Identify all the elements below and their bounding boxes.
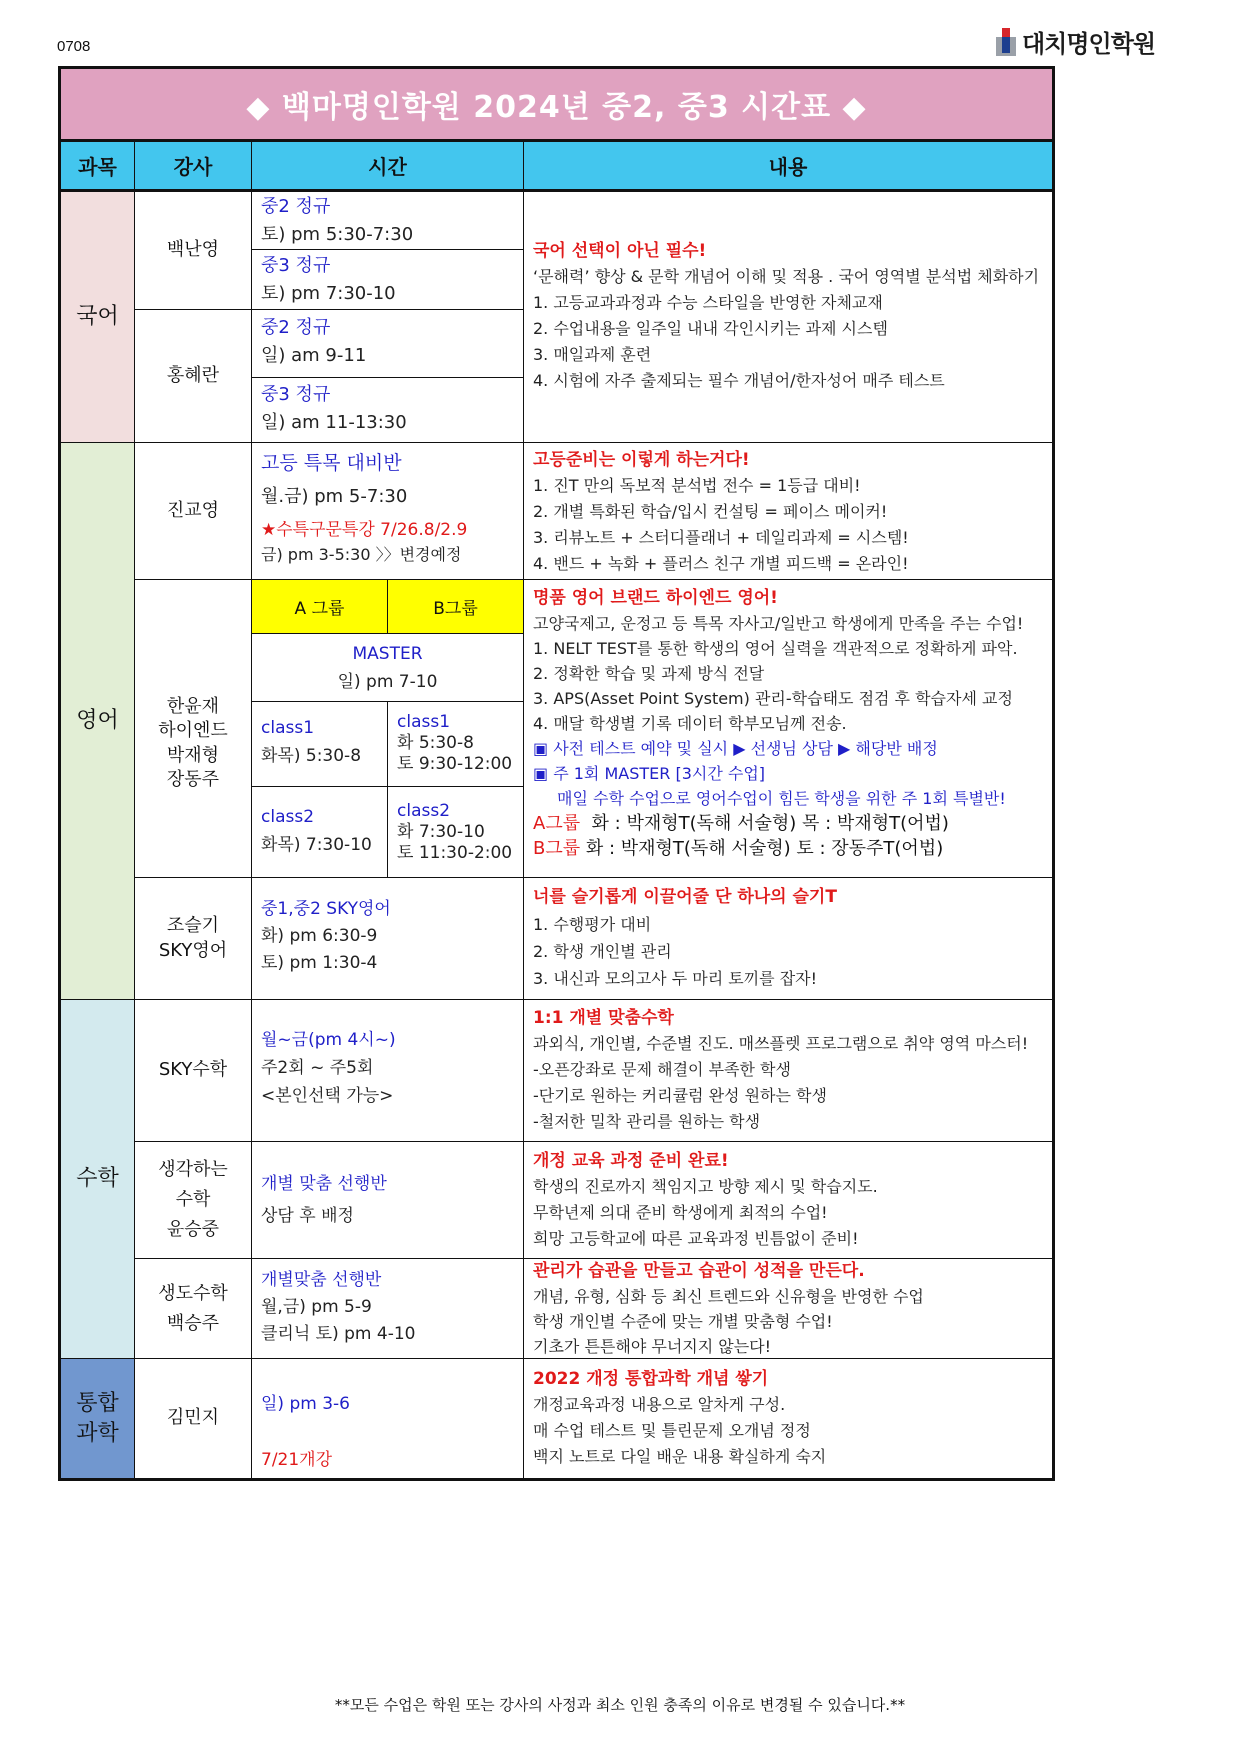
time-thinking-math	[252, 1142, 524, 1259]
content-line: 2. 개별 특화된 학습/입시 컨설팅 = 페이스 메이커!	[533, 502, 888, 521]
slot-label: 중3 정규	[261, 384, 331, 405]
class-time: 월.금) pm 5-7:30	[261, 486, 408, 507]
time-slot	[252, 310, 524, 378]
teacher-name: 박재형	[166, 744, 220, 766]
content-line: 과외식, 개인별, 수준별 진도. 매쓰플렛 프로그램으로 취약 영역 마스터!	[533, 1034, 1029, 1053]
teacher-highend	[135, 580, 252, 878]
content-line: 고양국제고, 운정고 등 특목 자사고/일반고 학생에게 만족을 주는 수업!	[533, 614, 1024, 633]
master-time: 일) pm 7-10	[337, 672, 438, 692]
content-line: 3. APS(Asset Point System) 관리-학습태도 점검 후 학습자세 교정	[533, 689, 1013, 708]
subject-korean: 국어	[61, 192, 135, 443]
content-line: -단기로 원하는 커리큘럼 완성 원하는 학생	[533, 1086, 827, 1105]
content-line: 1. 고등교과과정과 수능 스타일을 반영한 자체교재	[533, 293, 883, 312]
class-note: <본인선택 가능>	[261, 1086, 394, 1106]
slot-time: 토) pm 5:30-7:30	[261, 224, 414, 245]
content-lead: 국어 선택이 아닌 필수!	[533, 241, 707, 261]
content-line: 학생 개인별 수준에 맞는 개별 맞춤형 수업!	[533, 1312, 833, 1331]
logo-text: 대치명인학원	[1022, 30, 1156, 58]
timetable-title: ◆ 백마명인학원 2024년 중2, 중3 시간표 ◆	[61, 69, 1052, 142]
footnote: **모든 수업은 학원 또는 강사의 사정과 최소 인원 충족의 이유로 변경될 수 있습니다.**	[334, 1696, 906, 1714]
content-lead: 2022 개정 통합과학 개념 쌓기	[533, 1369, 769, 1389]
content-line: 3. 매일과제 훈련	[533, 345, 652, 364]
group-a-class1	[252, 702, 388, 787]
class-label: class1	[397, 712, 451, 732]
teacher-yoon-seungjung	[135, 1142, 252, 1259]
special-lecture: ★수특구문특강 7/26.8/2.9	[261, 520, 468, 540]
content-line: 희망 고등학교에 따른 교육과정 빈틈없이 준비!	[533, 1229, 859, 1248]
class-label: 중1,중2 SKY영어	[261, 899, 391, 919]
enrollment-process: ▣ 사전 테스트 예약 및 실시 ▶ 선생님 상담 ▶ 해당반 배정	[533, 739, 938, 758]
content-line: 무학년제 의대 준비 학생에게 최적의 수업!	[533, 1203, 828, 1222]
content-line: 1. 진T 만의 독보적 분석법 전수 = 1등급 대비!	[533, 476, 861, 495]
content-line: 개정교육과정 내용으로 알차게 구성.	[533, 1395, 786, 1414]
content-line: 개념, 유형, 심화 등 최신 트렌드와 신유형을 반영한 수업	[533, 1287, 924, 1306]
document-code: 0708	[57, 38, 91, 55]
content-science	[524, 1359, 1052, 1478]
teacher-jin-gyoyoung: 진교영	[135, 443, 252, 580]
subject-line: 통합	[76, 1390, 119, 1416]
teacher-name: 조슬기	[166, 915, 220, 937]
content-sky-math	[524, 1000, 1052, 1142]
group-b-class1	[388, 702, 524, 787]
content-sky-english	[524, 878, 1052, 1000]
group-b-class2	[388, 787, 524, 878]
teacher-baek-seungju	[135, 1259, 252, 1359]
content-line: -오픈강좌로 문제 해결이 부족한 학생	[533, 1060, 791, 1079]
group-a-class2	[252, 787, 388, 878]
content-korean	[524, 192, 1052, 443]
content-jin	[524, 443, 1052, 580]
start-date: 7/21개강	[261, 1450, 333, 1470]
slot-time: 일) am 11-13:30	[261, 412, 407, 433]
content-line: 1. NELT TEST를 통한 학생의 영어 실력을 객관적으로 정확하게 파악.	[533, 639, 1018, 658]
time-sky-math	[252, 1000, 524, 1142]
academy-logo	[996, 24, 1155, 59]
class-time: 화목) 7:30-10	[261, 835, 372, 855]
class-time: 상담 후 배정	[261, 1206, 354, 1226]
teacher-name: 한윤재	[166, 695, 220, 717]
content-line: 3. 리뷰노트 + 스터디플래너 + 데일리과제 = 시스템!	[533, 528, 909, 547]
group-b-label: B그룹	[533, 838, 581, 859]
master-label: MASTER	[352, 644, 423, 664]
time-science	[252, 1359, 524, 1478]
master-description: 매일 수학 수업으로 영어수업이 힘든 학생을 위한 주 1회 특별반!	[557, 789, 1006, 808]
content-line: 2. 학생 개인별 관리	[533, 942, 672, 961]
content-lead: 관리가 습관을 만들고 습관이 성적을 만든다.	[533, 1261, 865, 1281]
content-lead: 명품 영어 브랜드 하이엔드 영어!	[533, 588, 778, 608]
content-lead: 고등준비는 이렇게 하는거다!	[533, 450, 750, 470]
class-label: class1	[261, 718, 315, 738]
class-label: 개별 맞춤 선행반	[261, 1174, 387, 1194]
content-line: 4. 시험에 자주 출제되는 필수 개념어/한자성어 매주 테스트	[533, 371, 945, 390]
content-line: ‘문해력’ 향상 & 문학 개념어 이해 및 적용 . 국어 영역별 분석법 체화하기	[533, 267, 1040, 286]
content-lead: 개정 교육 과정 준비 완료!	[533, 1151, 729, 1171]
class-label: 고등 특목 대비반	[261, 452, 402, 474]
teacher-kim-minji: 김민지	[135, 1359, 252, 1478]
time-slot	[252, 250, 524, 310]
teacher-name: 장동주	[166, 768, 220, 790]
content-line: 2. 정확한 학습 및 과제 방식 전달	[533, 664, 765, 683]
teacher-hong-hyeran: 홍혜란	[135, 310, 252, 443]
content-line: 학생의 진로까지 책임지고 방향 제시 및 학습지도.	[533, 1177, 878, 1196]
teacher-name: 윤승중	[166, 1219, 220, 1240]
clinic-time: 클리닉 토) pm 4-10	[261, 1324, 416, 1344]
class-time: 화 5:30-8	[397, 733, 474, 753]
teacher-name: 백승주	[166, 1312, 220, 1334]
content-highend	[524, 580, 1052, 878]
program-name: SKY영어	[158, 939, 228, 961]
subject-integrated-science	[61, 1359, 135, 1478]
class-time: 토 9:30-12:00	[397, 754, 513, 774]
subject-math: 수학	[61, 1000, 135, 1359]
class-time: 월,금) pm 5-9	[261, 1297, 372, 1317]
content-line: 백지 노트로 다일 배운 내용 확실하게 숙지	[533, 1447, 827, 1466]
time-saengdo-math	[252, 1259, 524, 1359]
class-time: 화 7:30-10	[397, 822, 485, 842]
academy-logo-icon	[996, 28, 1016, 56]
program-name: 수학	[175, 1189, 211, 1210]
content-line: 기초가 튼튼해야 무너지지 않는다!	[533, 1337, 772, 1356]
group-a-schedule: 화 : 박재형T(독해 서술형) 목 : 박재형T(어법)	[591, 813, 949, 834]
master-class	[252, 634, 524, 702]
class-time: 화목) 5:30-8	[261, 746, 362, 766]
content-line: 매 수업 테스트 및 틀린문제 오개념 정정	[533, 1421, 811, 1440]
group-b-header: B그룹	[388, 580, 524, 634]
time-sky-english	[252, 878, 524, 1000]
class-label: 개별맞춤 선행반	[261, 1270, 382, 1290]
time-slot	[252, 378, 524, 443]
header-content: 내용	[524, 142, 1052, 192]
slot-time: 토) pm 7:30-10	[261, 283, 396, 304]
content-line: 1. 수행평가 대비	[533, 915, 652, 934]
class-time: 토) pm 1:30-4	[261, 953, 378, 973]
subject-line: 과학	[76, 1420, 119, 1446]
program-name: 하이엔드	[158, 720, 228, 742]
time-slot	[252, 192, 524, 250]
class-label: class2	[261, 807, 315, 827]
special-time: 금) pm 3-5:30 〉〉변경예정	[261, 545, 462, 564]
content-thinking-math	[524, 1142, 1052, 1259]
teacher-jo-seulgi	[135, 878, 252, 1000]
class-label: 월~금(pm 4시~)	[261, 1030, 396, 1050]
group-b-schedule: 화 : 박재형T(독해 서술형) 토 : 장동주T(어법)	[585, 838, 944, 859]
program-name: 생도수학	[158, 1282, 228, 1304]
master-summary: ▣ 주 1회 MASTER [3시간 수업]	[533, 764, 766, 783]
time-jin	[252, 443, 524, 580]
header-teacher: 강사	[135, 142, 252, 192]
content-lead: 너를 슬기롭게 이끌어줄 단 하나의 슬기T	[533, 887, 837, 907]
content-saengdo-math	[524, 1259, 1052, 1359]
content-lead: 1:1 개별 맞춤수학	[533, 1008, 674, 1028]
content-line: 2. 수업내용을 일주일 내내 각인시키는 과제 시스템	[533, 319, 888, 338]
header-time: 시간	[252, 142, 524, 192]
content-line: 3. 내신과 모의고사 두 마리 토끼를 잡자!	[533, 969, 818, 988]
slot-label: 중2 정규	[261, 317, 331, 338]
group-a-label: A그룹	[533, 813, 581, 834]
teacher-baek-nanyoung: 백난영	[135, 192, 252, 310]
content-line: 4. 매달 학생별 기록 데이터 학부모님께 전송.	[533, 714, 847, 733]
header-subject: 과목	[61, 142, 135, 192]
class-time: 화) pm 6:30-9	[261, 926, 378, 946]
class-label: class2	[397, 801, 451, 821]
group-a-header: A 그룹	[252, 580, 388, 634]
program-name: 생각하는	[158, 1159, 228, 1180]
class-time: 토 11:30-2:00	[397, 843, 513, 863]
class-time: 일) pm 3-6	[261, 1394, 350, 1414]
subject-english: 영어	[61, 443, 135, 1000]
slot-label: 중2 정규	[261, 196, 331, 217]
slot-label: 중3 정규	[261, 255, 331, 276]
slot-time: 일) am 9-11	[261, 345, 367, 366]
content-line: -철저한 밀착 관리를 원하는 학생	[533, 1112, 761, 1131]
teacher-sky-math: SKY수학	[135, 1000, 252, 1142]
content-line: 4. 밴드 + 녹화 + 플러스 친구 개별 피드백 = 온라인!	[533, 554, 909, 573]
class-time: 주2회 ~ 주5회	[261, 1058, 374, 1078]
